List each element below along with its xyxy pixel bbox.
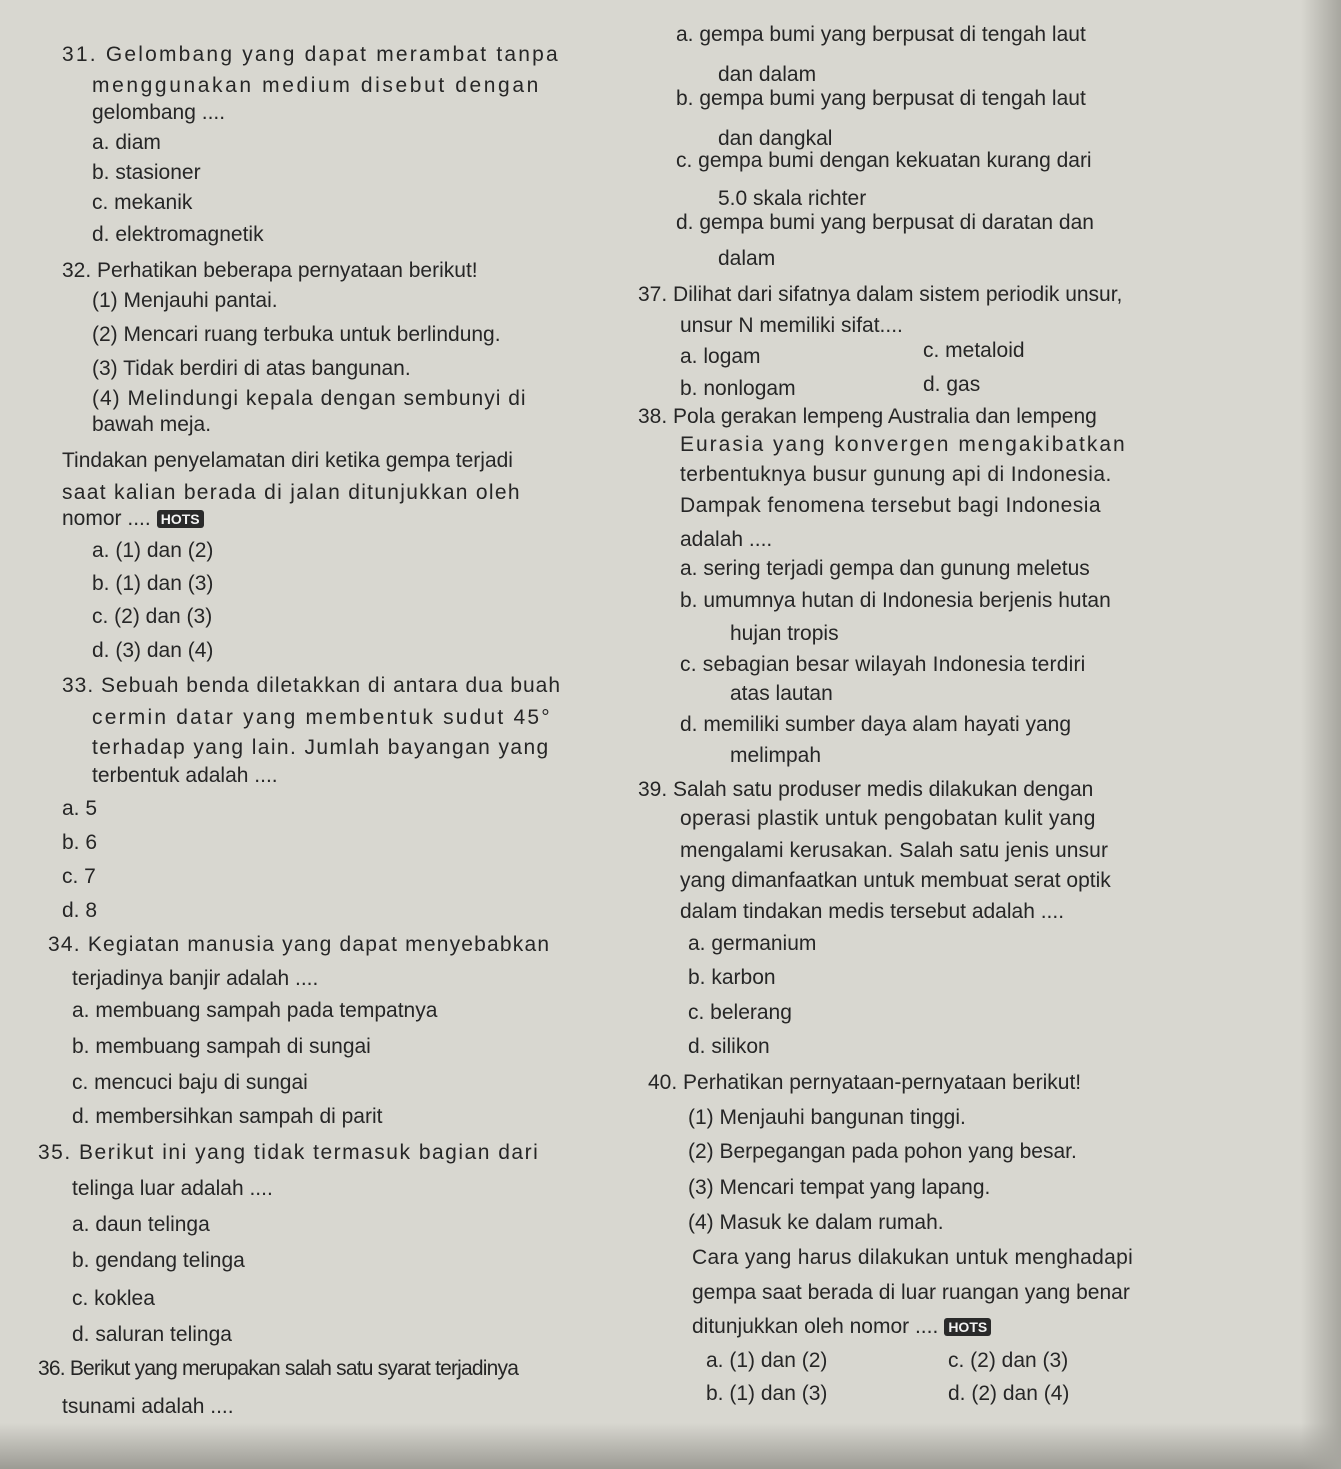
right-line-text: b. nonlogam <box>680 377 796 400</box>
left-line-text: c. 7 <box>62 865 96 888</box>
right-line-33 <box>688 1000 792 1026</box>
left-line-text: gelombang .... <box>92 101 226 124</box>
left-line-text: terjadinya banjir adalah .... <box>72 967 319 990</box>
right-line-text: hujan tropis <box>730 622 839 645</box>
left-line-text: d. elektromagnetik <box>92 223 264 246</box>
right-line-text: yang dimanfaatkan untuk membuat serat optik <box>680 869 1111 892</box>
left-line-23 <box>92 763 278 789</box>
right-line-text: a. logam <box>680 345 761 368</box>
left-line-text: d. (3) dan (4) <box>92 639 214 662</box>
left-line-37 <box>72 1248 245 1274</box>
left-line-text: a. (1) dan (2) <box>92 539 214 562</box>
left-line-text: (2) Mencari ruang terbuka untuk berlindung. <box>92 323 501 346</box>
right-line-12 <box>680 376 796 402</box>
right-line-44 <box>948 1348 1068 1374</box>
right-line-5 <box>718 186 866 212</box>
left-line-text: a. daun telinga <box>72 1213 210 1236</box>
right-line-text: c. sebagian besar wilayah Indonesia terdiri <box>680 653 1086 676</box>
right-line-23 <box>730 681 833 707</box>
left-line-text: Tindakan penyelamatan diri ketika gempa terjadi <box>62 449 513 472</box>
right-line-34 <box>688 1034 770 1060</box>
left-line-text: a. 5 <box>62 797 98 820</box>
left-line-text: telinga luar adalah .... <box>72 1177 273 1200</box>
right-line-41 <box>692 1280 1130 1306</box>
left-line-text: c. (2) dan (3) <box>92 605 213 628</box>
left-line-11 <box>92 386 527 412</box>
right-line-14 <box>638 404 1097 430</box>
left-line-text: a. diam <box>92 131 161 154</box>
right-line-text: adalah .... <box>680 528 773 551</box>
right-line-text: dalam tindakan medis tersebut adalah .... <box>680 900 1065 923</box>
left-line-34 <box>38 1140 539 1166</box>
left-line-text: terhadap yang lain. Jumlah bayangan yang <box>92 736 550 759</box>
left-line-9 <box>92 322 501 348</box>
left-line-text: a. membuang sampah pada tempatnya <box>72 999 438 1022</box>
left-line-text: (4) Melindungi kepala dengan sembunyi di <box>92 387 527 410</box>
left-line-text: d. membersihkan sampah di parit <box>72 1105 383 1128</box>
right-line-text: d. gempa bumi yang berpusat di daratan dan <box>676 211 1094 234</box>
left-line-15 <box>62 506 204 532</box>
left-line-38 <box>72 1286 155 1312</box>
right-line-text: a. germanium <box>688 932 817 955</box>
right-line-text: (1) Menjauhi bangunan tinggi. <box>688 1106 966 1129</box>
right-line-text: d. silikon <box>688 1035 770 1058</box>
right-line-21 <box>730 621 839 647</box>
left-line-17 <box>92 571 213 597</box>
left-line-text: cermin datar yang membentuk sudut 45° <box>92 706 552 729</box>
left-line-13 <box>62 448 513 474</box>
right-line-text: mengalami kerusakan. Salah satu jenis unsur <box>680 839 1109 862</box>
right-line-11 <box>923 338 1025 364</box>
left-line-text: (3) Tidak berdiri di atas bangunan. <box>92 357 411 380</box>
right-line-0 <box>676 22 1086 48</box>
page-edge-shadow <box>1301 0 1341 1469</box>
right-line-2 <box>676 86 1086 112</box>
right-line-8 <box>638 282 1122 308</box>
left-line-3 <box>92 130 161 156</box>
right-line-30 <box>680 899 1064 925</box>
right-line-18 <box>680 527 772 553</box>
left-line-text: c. mencuci baju di sungai <box>72 1071 308 1094</box>
left-line-26 <box>62 864 96 890</box>
left-line-6 <box>92 222 264 248</box>
right-line-text: d. (2) dan (4) <box>948 1382 1070 1405</box>
right-line-26 <box>638 777 1093 803</box>
left-line-text: bawah meja. <box>92 413 212 436</box>
right-line-36 <box>688 1105 966 1131</box>
left-line-text: b. (1) dan (3) <box>92 572 214 595</box>
right-line-text: operasi plastik untuk pengobatan kulit yang <box>680 807 1096 830</box>
right-line-45 <box>706 1381 827 1407</box>
right-line-38 <box>688 1175 990 1201</box>
left-line-text: tsunami adalah .... <box>62 1395 234 1418</box>
left-line-7 <box>62 258 478 284</box>
left-line-text: nomor .... <box>62 507 151 530</box>
right-line-17 <box>680 493 1101 519</box>
left-line-0 <box>62 42 560 68</box>
right-line-19 <box>680 556 1090 582</box>
right-line-text: ditunjukkan oleh nomor .... <box>692 1315 939 1338</box>
left-line-8 <box>92 288 278 314</box>
left-line-text: 32. Perhatikan beberapa pernyataan berikut! <box>62 259 478 282</box>
left-line-24 <box>62 796 97 822</box>
left-line-30 <box>72 998 437 1024</box>
right-line-text: c. gempa bumi dengan kekuatan kurang dari <box>676 149 1092 172</box>
right-line-text: c. metaloid <box>923 339 1025 362</box>
right-line-text: b. karbon <box>688 966 776 989</box>
right-line-text: (2) Berpegangan pada pohon yang besar. <box>688 1140 1077 1163</box>
left-line-text: terbentuk adalah .... <box>92 764 278 787</box>
right-line-31 <box>688 931 816 957</box>
right-line-text: Cara yang harus dilakukan untuk menghadapi <box>692 1246 1134 1269</box>
right-line-text: (3) Mencari tempat yang lapang. <box>688 1176 991 1199</box>
left-line-1 <box>92 73 541 99</box>
right-line-42 <box>692 1314 991 1340</box>
page-shadow <box>0 1423 1341 1469</box>
right-line-28 <box>680 838 1108 864</box>
left-line-text: c. mekanik <box>92 191 193 214</box>
right-line-text: b. gempa bumi yang berpusat di tengah laut <box>676 87 1086 110</box>
right-line-4 <box>676 148 1092 174</box>
left-line-40 <box>38 1356 518 1382</box>
left-line-text: saat kalian berada di jalan ditunjukkan oleh <box>62 481 521 504</box>
left-line-41 <box>62 1394 234 1420</box>
left-line-text: 34. Kegiatan manusia yang dapat menyebabkan <box>48 933 551 956</box>
left-line-39 <box>72 1322 232 1348</box>
left-line-2 <box>92 100 225 126</box>
right-line-text: (4) Masuk ke dalam rumah. <box>688 1211 944 1234</box>
right-line-20 <box>680 588 1111 614</box>
right-line-text: melimpah <box>730 744 822 767</box>
right-line-text: c. belerang <box>688 1001 792 1024</box>
right-line-22 <box>680 652 1086 678</box>
right-line-text: a. sering terjadi gempa dan gunung meletus <box>680 557 1090 580</box>
right-line-40 <box>692 1245 1133 1271</box>
left-line-29 <box>72 966 318 992</box>
right-line-text: dalam <box>718 247 776 270</box>
left-line-5 <box>92 190 192 216</box>
left-line-12 <box>92 412 211 438</box>
left-line-text: 33. Sebuah benda diletakkan di antara dua buah <box>62 674 562 697</box>
right-line-text: 39. Salah satu produser medis dilakukan dengan <box>638 778 1094 801</box>
left-line-text: 36. Berikut yang merupakan salah satu syarat terjadinya <box>38 1357 519 1380</box>
right-line-text: 5.0 skala richter <box>718 187 867 210</box>
right-line-text: unsur N memiliki sifat.... <box>680 314 903 337</box>
hots-badge: HOTS <box>157 510 204 528</box>
right-line-13 <box>923 372 980 398</box>
left-line-16 <box>92 538 213 564</box>
right-line-text: b. (1) dan (3) <box>706 1382 828 1405</box>
right-line-32 <box>688 965 776 991</box>
right-line-37 <box>688 1139 1077 1165</box>
left-line-18 <box>92 604 212 630</box>
left-line-text: c. koklea <box>72 1287 155 1310</box>
right-line-text: 37. Dilihat dari sifatnya dalam sistem periodik unsur, <box>638 283 1123 306</box>
right-line-24 <box>680 712 1071 738</box>
left-line-text: 35. Berikut ini yang tidak termasuk bagian dari <box>38 1141 540 1164</box>
right-line-text: a. gempa bumi yang berpusat di tengah laut <box>676 23 1086 46</box>
left-line-text: b. gendang telinga <box>72 1249 245 1272</box>
right-line-text: Dampak fenomena tersebut bagi Indonesia <box>680 494 1102 517</box>
left-line-text: d. saluran telinga <box>72 1323 232 1346</box>
left-line-21 <box>92 705 552 731</box>
right-line-text: b. umumnya hutan di Indonesia berjenis hutan <box>680 589 1111 612</box>
left-line-text: (1) Menjauhi pantai. <box>92 289 278 312</box>
left-line-20 <box>62 673 561 699</box>
left-line-19 <box>92 638 213 664</box>
right-line-text: gempa saat berada di luar ruangan yang benar <box>692 1281 1130 1304</box>
right-line-7 <box>718 246 775 272</box>
left-line-text: 31. Gelombang yang dapat merambat tanpa <box>62 43 560 66</box>
hots-badge: HOTS <box>944 1318 991 1336</box>
right-line-9 <box>680 313 903 339</box>
left-line-25 <box>62 830 97 856</box>
right-line-text: atas lautan <box>730 682 833 705</box>
right-line-16 <box>680 462 1112 488</box>
left-line-22 <box>92 735 550 761</box>
right-line-46 <box>948 1381 1069 1407</box>
right-line-text: c. (2) dan (3) <box>948 1349 1069 1372</box>
right-line-text: d. memiliki sumber daya alam hayati yang <box>680 713 1072 736</box>
left-line-35 <box>72 1176 273 1202</box>
left-line-text: b. stasioner <box>92 161 201 184</box>
right-line-39 <box>688 1210 944 1236</box>
left-line-31 <box>72 1034 371 1060</box>
right-line-text: dan dalam <box>718 63 817 86</box>
left-line-36 <box>72 1212 210 1238</box>
right-line-25 <box>730 743 821 769</box>
right-line-text: 38. Pola gerakan lempeng Australia dan lempeng <box>638 405 1097 428</box>
left-line-text: d. 8 <box>62 899 98 922</box>
left-line-4 <box>92 160 201 186</box>
right-line-text: a. (1) dan (2) <box>706 1349 828 1372</box>
right-line-text: dan dangkal <box>718 127 833 150</box>
left-line-10 <box>92 356 411 382</box>
right-line-text: d. gas <box>923 373 981 396</box>
left-line-text: b. 6 <box>62 831 98 854</box>
right-line-43 <box>706 1348 827 1374</box>
left-line-text: b. membuang sampah di sungai <box>72 1035 371 1058</box>
right-line-text: Eurasia yang konvergen mengakibatkan <box>680 433 1127 456</box>
left-line-text: menggunakan medium disebut dengan <box>92 74 541 97</box>
right-line-15 <box>680 432 1127 458</box>
right-line-10 <box>680 344 761 370</box>
right-line-27 <box>680 806 1096 832</box>
left-line-28 <box>48 932 550 958</box>
left-line-33 <box>72 1104 382 1130</box>
left-line-14 <box>62 480 521 506</box>
left-line-32 <box>72 1070 308 1096</box>
right-line-1 <box>718 62 816 88</box>
right-line-6 <box>676 210 1094 236</box>
right-line-text: terbentuknya busur gunung api di Indonesia. <box>680 463 1112 486</box>
right-line-35 <box>648 1070 1081 1096</box>
left-line-27 <box>62 898 97 924</box>
right-line-text: 40. Perhatikan pernyataan-pernyataan berikut! <box>648 1071 1082 1094</box>
right-line-29 <box>680 868 1111 894</box>
